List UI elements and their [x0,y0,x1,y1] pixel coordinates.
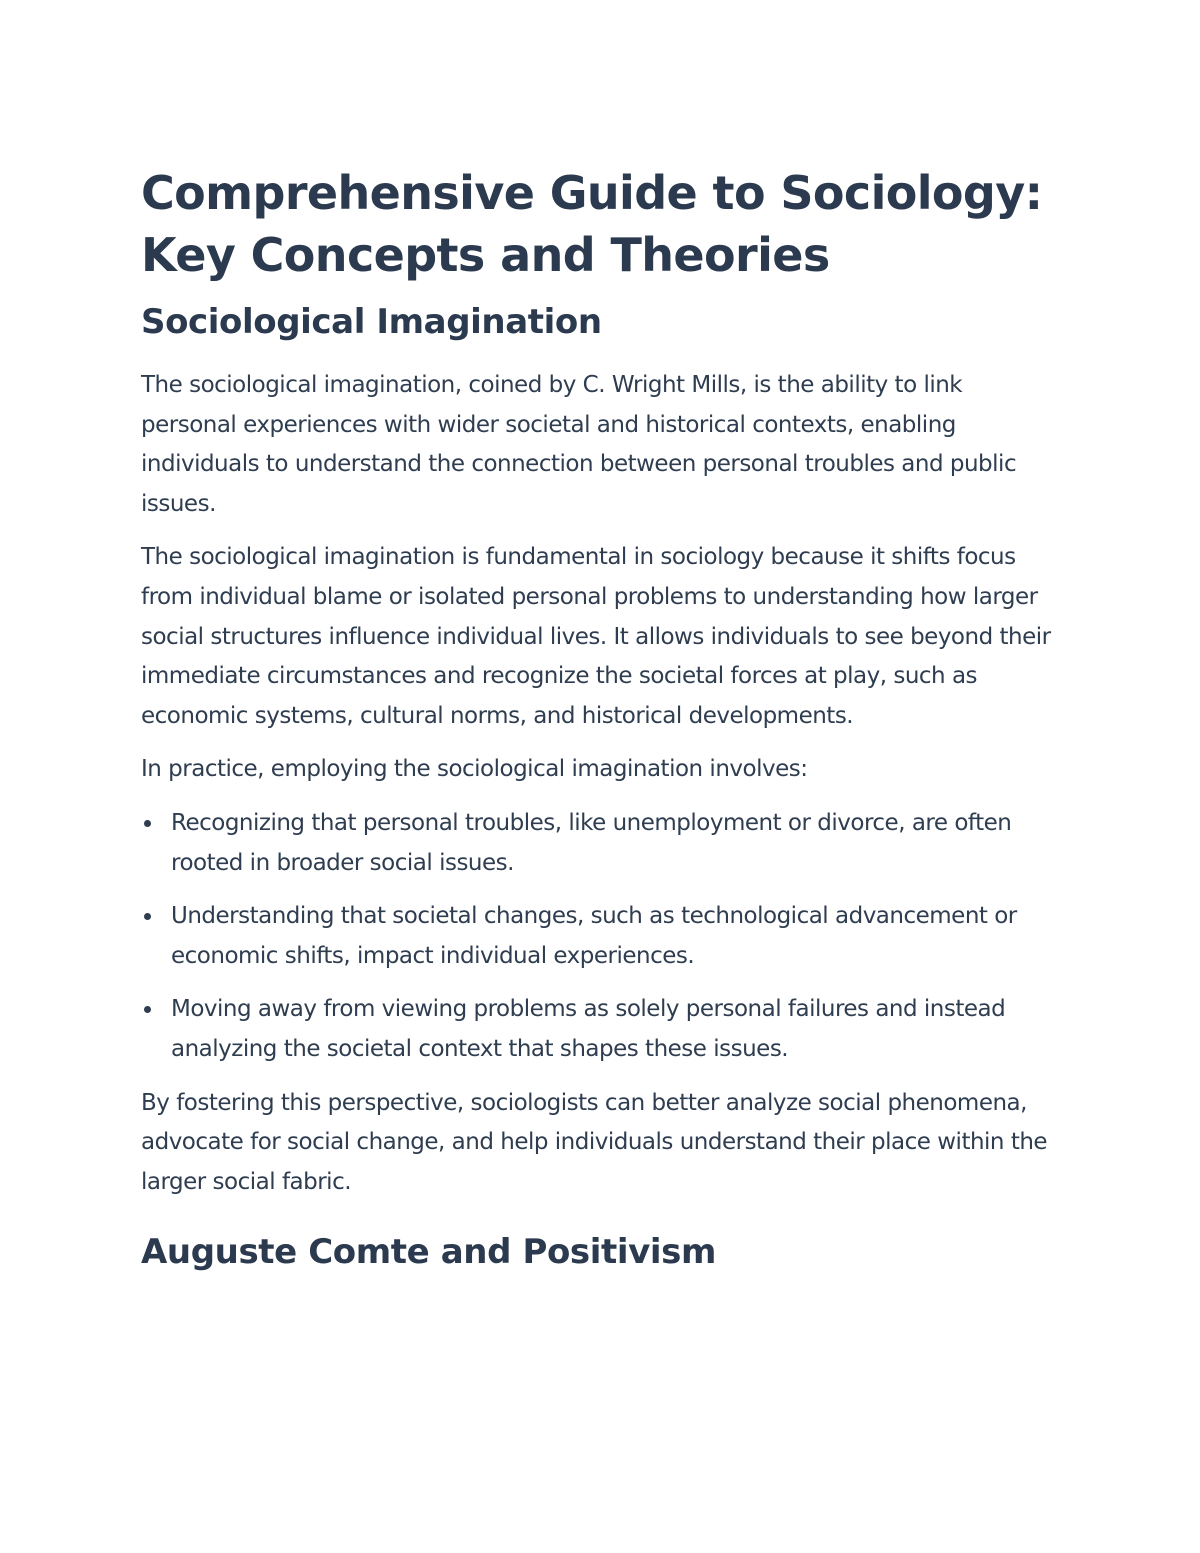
section-heading-comte-positivism: Auguste Comte and Positivism [141,1232,717,1273]
list-item-text: Understanding that societal changes, such as technological advancement or economic shifts, impact individual experiences. [171,903,1017,969]
list-item-text: Recognizing that personal troubles, like unemployment or divorce, are often rooted in broader social issues. [171,809,1012,876]
bullet-icon [144,1006,151,1013]
paragraph-conclusion: By fostering this perspective, sociologists can better analyze social phenomena, advocate for social change, and help individuals understand their place within the larger social fabric. [141,1089,1048,1195]
paragraph-definition: The sociological imagination, coined by C. Wright Mills, is the ability to link personal experiences with wider societal and historical contexts, enabling individuals to understand the connection between personal troubles and public issues. [141,372,1017,517]
bullet-icon [144,820,151,827]
list-item [141,990,1061,1069]
list-item [141,897,1061,976]
list-item [141,804,1061,883]
list-item-text: Moving away from viewing problems as solely personal failures and instead analyzing the societal context that shapes these issues. [171,996,1006,1062]
document-page [141,162,1061,1274]
bullet-icon [144,913,151,920]
document-title: Comprehensive Guide to Sociology: Key Concepts and Theories [141,166,1043,282]
practice-bullet-list [141,804,1061,1070]
paragraph-importance: The sociological imagination is fundamental in sociology because it shifts focus from individual blame or isolated personal problems to understanding how larger social structures influence individual lives. It allows individuals to see beyond their immediate circumstances and recognize the societal forces at play, such as economic systems, cultural norms, and historical developments. [141,544,1051,729]
section-heading-sociological-imagination: Sociological Imagination [141,302,602,342]
paragraph-practice-intro: In practice, employing the sociological imagination involves: [141,756,808,783]
